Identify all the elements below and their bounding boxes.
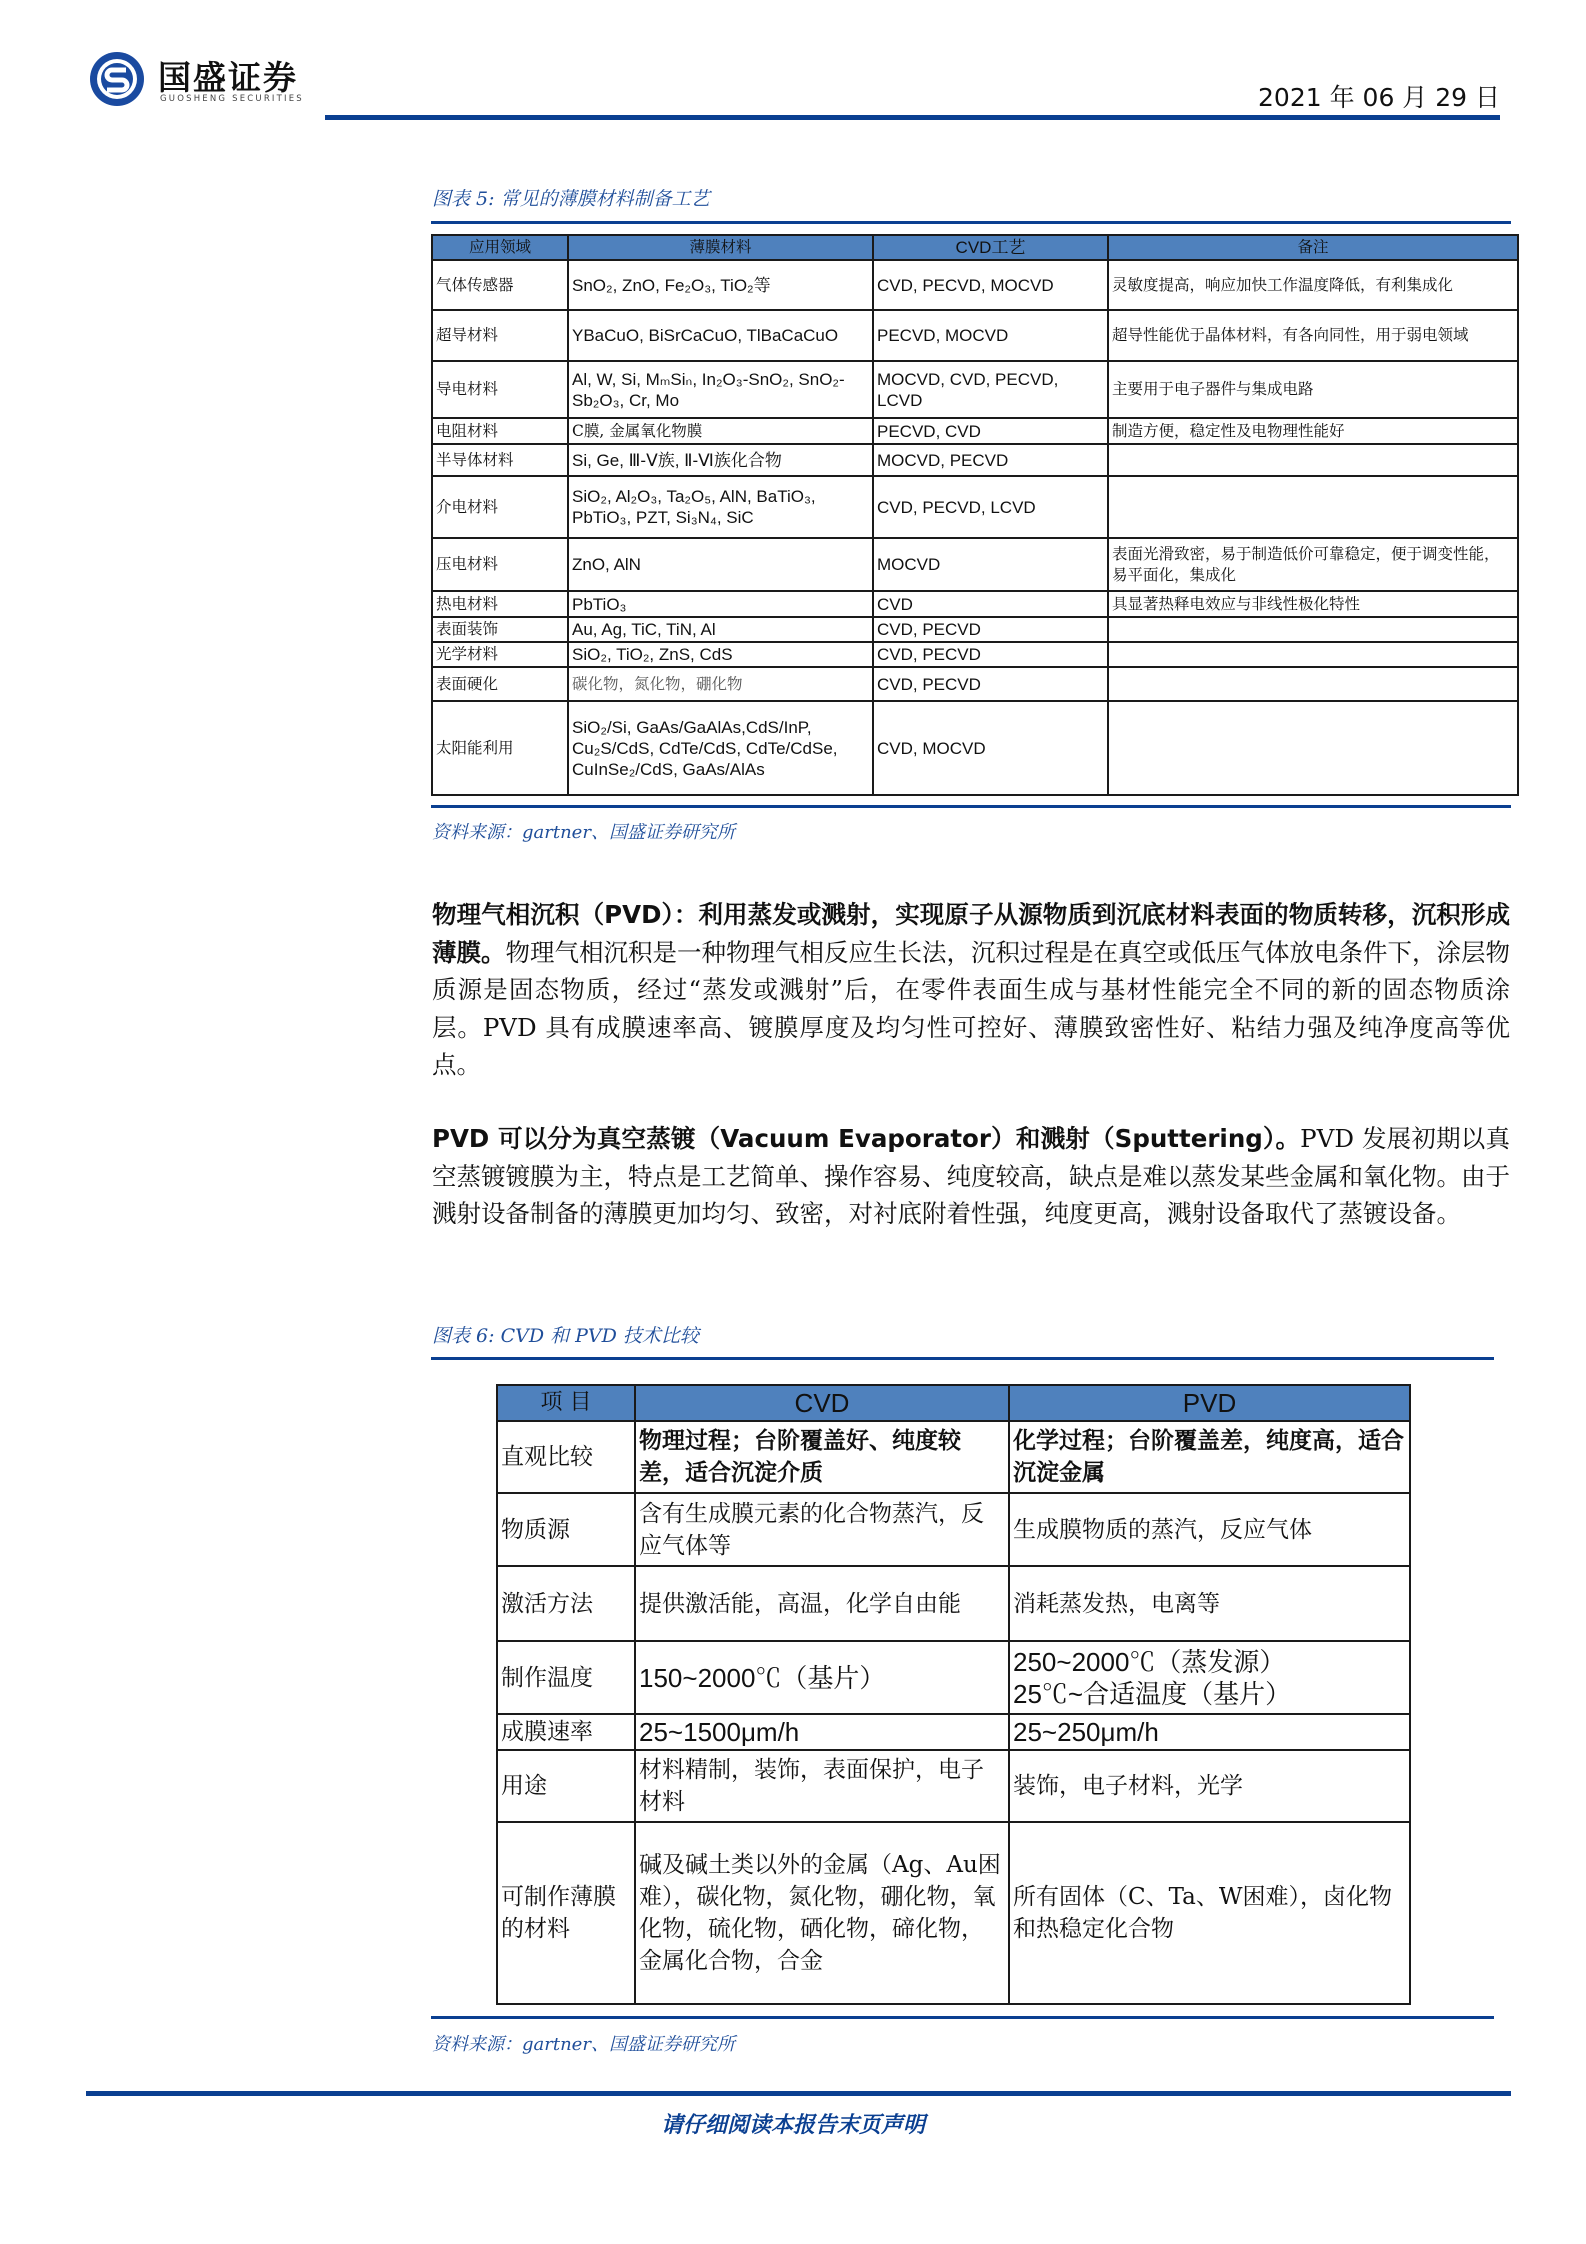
pvd-temp-substrate: 25℃~合适温度（基片） [1013, 1678, 1292, 1709]
cvd-cell: 碱及碱土类以外的金属（Ag、Au困难），碳化物，氮化物，硼化物，氧化物，硫化物，硒化物，碲化物，金属化合物，合金 [635, 1822, 1009, 2004]
table-row [432, 476, 1518, 538]
guosheng-logo-icon [88, 50, 146, 108]
material-cell: Si, Ge, Ⅲ-Ⅴ族, Ⅱ-Ⅵ族化合物 [568, 444, 873, 476]
process-cell: CVD [873, 591, 1108, 617]
note-cell [1108, 476, 1518, 538]
process-cell: CVD, PECVD [873, 617, 1108, 642]
figure6-source: 资料来源：gartner、国盛证券研究所 [432, 2034, 735, 2055]
field-cell: 介电材料 [432, 476, 568, 538]
table-row [432, 642, 1518, 667]
cvd-cell: 150~2000℃（基片） [635, 1641, 1009, 1714]
field-cell: 表面装饰 [432, 617, 568, 642]
column-header: CVD [635, 1385, 1009, 1421]
pvd-cell [1009, 1641, 1410, 1714]
process-cell: MOCVD [873, 538, 1108, 591]
brand-name-en: GUOSHENG SECURITIES [160, 94, 304, 104]
table-row [432, 591, 1518, 617]
column-header: CVD工艺 [873, 235, 1108, 260]
pvd-cell: 所有固体（C、Ta、W困难），卤化物和热稳定化合物 [1009, 1822, 1410, 2004]
table-row [432, 701, 1518, 795]
table-row [497, 1421, 1410, 1493]
figure5-title-rule [431, 221, 1511, 224]
figure5-title: 图表 5: 常见的薄膜材料制备工艺 [432, 188, 710, 210]
pvd-types-lead: PVD 可以分为真空蒸镀（Vacuum Evaporator）和溅射（Sputtering）。 [432, 1124, 1301, 1153]
table-row [497, 1714, 1410, 1750]
table-row [432, 310, 1518, 361]
pvd-temp-source: 250~2000℃（蒸发源） [1013, 1646, 1286, 1677]
note-cell: 具显著热释电效应与非线性极化特性 [1108, 591, 1518, 617]
table-row [432, 667, 1518, 701]
thin-film-process-table [431, 234, 1519, 796]
process-cell: MOCVD, CVD, PECVD, LCVD [873, 361, 1108, 418]
note-cell [1108, 701, 1518, 795]
figure6-title: 图表 6: CVD 和 PVD 技术比较 [432, 1325, 699, 1347]
footer-rule [86, 2091, 1511, 2096]
cvd-cell: 25~1500μm/h [635, 1714, 1009, 1750]
material-cell: PbTiO₃ [568, 591, 873, 617]
item-cell: 物质源 [497, 1493, 635, 1566]
note-cell: 制造方便，稳定性及电物理性能好 [1108, 418, 1518, 444]
column-header: 薄膜材料 [568, 235, 873, 260]
pvd-cell: 消耗蒸发热，电离等 [1009, 1566, 1410, 1641]
material-cell: SiO₂, Al₂O₃, Ta₂O₅, AlN, BaTiO₃, PbTiO₃, PZT, Si₃N₄, SiC [568, 476, 873, 538]
cvd-cell: 物理过程；台阶覆盖好、纯度较差，适合沉淀介质 [635, 1421, 1009, 1493]
material-cell: Au, Ag, TiC, TiN, Al [568, 617, 873, 642]
column-header: PVD [1009, 1385, 1410, 1421]
table-row [432, 617, 1518, 642]
item-cell: 制作温度 [497, 1641, 635, 1714]
material-cell: SiO₂/Si, GaAs/GaAlAs,CdS/InP, Cu₂S/CdS, CdTe/CdS, CdTe/CdSe, CuInSe₂/CdS, GaAs/AlAs [568, 701, 873, 795]
table-row [432, 538, 1518, 591]
process-cell: MOCVD, PECVD [873, 444, 1108, 476]
material-cell: SnO₂, ZnO, Fe₂O₃, TiO₂等 [568, 260, 873, 310]
table-row [432, 260, 1518, 310]
table-row [497, 1750, 1410, 1822]
table-row [497, 1641, 1410, 1714]
note-cell [1108, 444, 1518, 476]
material-cell: ZnO, AlN [568, 538, 873, 591]
pvd-definition-text: 物理气相沉积是一种物理气相反应生长法，沉积过程是在真空或低压气体放电条件下，涂层物质源是固态物质，经过“蒸发或溅射”后，在零件表面生成与基材性能完全不同的新的固态物质涂层。PVD 具有成膜速率高、镀膜厚度及均匀性可控好、薄膜致密性好、粘结力强及纯净度高等优点。 [432, 937, 1510, 1079]
field-cell: 表面硬化 [432, 667, 568, 701]
column-header: 项 目 [497, 1385, 635, 1421]
field-cell: 气体传感器 [432, 260, 568, 310]
pvd-types-paragraph [432, 1120, 1510, 1233]
pvd-definition-lead: 物理气相沉积（PVD）：利用蒸发或溅射，实现原子从源物质到沉底材料表面的物质转移，沉积形成薄膜。 [432, 900, 1510, 967]
pvd-cell: 25~250μm/h [1009, 1714, 1410, 1750]
field-cell: 太阳能利用 [432, 701, 568, 795]
pvd-definition-paragraph [432, 896, 1510, 1084]
brand-name-cn: 国盛证券 [158, 58, 298, 97]
material-cell: Al, W, Si, MₘSiₙ, In₂O₃-SnO₂, SnO₂-Sb₂O₃, Cr, Mo [568, 361, 873, 418]
material-cell: C膜, 金属氧化物膜 [568, 418, 873, 444]
process-cell: CVD, PECVD [873, 667, 1108, 701]
table-row [432, 444, 1518, 476]
material-cell: YBaCuO, BiSrCaCuO, TlBaCaCuO [568, 310, 873, 361]
field-cell: 电阻材料 [432, 418, 568, 444]
item-cell: 激活方法 [497, 1566, 635, 1641]
column-header: 备注 [1108, 235, 1518, 260]
process-cell: CVD, MOCVD [873, 701, 1108, 795]
field-cell: 半导体材料 [432, 444, 568, 476]
item-cell: 成膜速率 [497, 1714, 635, 1750]
note-cell [1108, 617, 1518, 642]
note-cell: 灵敏度提高，响应加快工作温度降低，有利集成化 [1108, 260, 1518, 310]
process-cell: PECVD, MOCVD [873, 310, 1108, 361]
table-row [432, 418, 1518, 444]
note-cell: 主要用于电子器件与集成电路 [1108, 361, 1518, 418]
cvd-cell: 材料精制，装饰，表面保护，电子材料 [635, 1750, 1009, 1822]
cvd-cell: 提供激活能，高温，化学自由能 [635, 1566, 1009, 1641]
note-cell: 表面光滑致密，易于制造低价可靠稳定，便于调变性能，易平面化，集成化 [1108, 538, 1518, 591]
table-row [497, 1822, 1410, 2004]
cvd-pvd-comparison-table [496, 1384, 1411, 2005]
item-cell: 用途 [497, 1750, 635, 1822]
field-cell: 导电材料 [432, 361, 568, 418]
item-cell: 直观比较 [497, 1421, 635, 1493]
report-date: 2021 年 06 月 29 日 [1258, 83, 1500, 112]
note-cell: 超导性能优于晶体材料，有各向同性，用于弱电领域 [1108, 310, 1518, 361]
footer-disclaimer-notice: 请仔细阅读本报告末页声明 [660, 2112, 925, 2138]
note-cell [1108, 642, 1518, 667]
pvd-cell: 化学过程；台阶覆盖差，纯度高，适合沉淀金属 [1009, 1421, 1410, 1493]
process-cell: PECVD, CVD [873, 418, 1108, 444]
table-row [497, 1493, 1410, 1566]
process-cell: CVD, PECVD [873, 642, 1108, 667]
cvd-cell: 含有生成膜元素的化合物蒸汽，反应气体等 [635, 1493, 1009, 1566]
process-cell: CVD, PECVD, LCVD [873, 476, 1108, 538]
figure6-title-rule [431, 1357, 1494, 1360]
pvd-types-text: PVD 发展初期以真空蒸镀镀膜为主，特点是工艺简单、操作容易、纯度较高，缺点是难以蒸发某些金属和氧化物。由于溅射设备制备的薄膜更加均匀、致密，对衬底附着性强，纯度更高，溅射设备取代了蒸镀设备。 [432, 1124, 1510, 1228]
note-cell [1108, 667, 1518, 701]
field-cell: 压电材料 [432, 538, 568, 591]
figure6-source-rule [431, 2016, 1494, 2019]
pvd-cell: 生成膜物质的蒸汽，反应气体 [1009, 1493, 1410, 1566]
field-cell: 超导材料 [432, 310, 568, 361]
pvd-cell: 装饰，电子材料，光学 [1009, 1750, 1410, 1822]
field-cell: 光学材料 [432, 642, 568, 667]
field-cell: 热电材料 [432, 591, 568, 617]
header-rule [325, 115, 1500, 120]
figure5-source: 资料来源：gartner、国盛证券研究所 [432, 822, 735, 843]
process-cell: CVD, PECVD, MOCVD [873, 260, 1108, 310]
material-cell: 碳化物，氮化物，硼化物 [568, 667, 873, 701]
table-row [497, 1566, 1410, 1641]
table-row [432, 361, 1518, 418]
figure5-source-rule [431, 805, 1511, 808]
column-header: 应用领域 [432, 235, 568, 260]
item-cell: 可制作薄膜的材料 [497, 1822, 635, 2004]
material-cell: SiO₂, TiO₂, ZnS, CdS [568, 642, 873, 667]
